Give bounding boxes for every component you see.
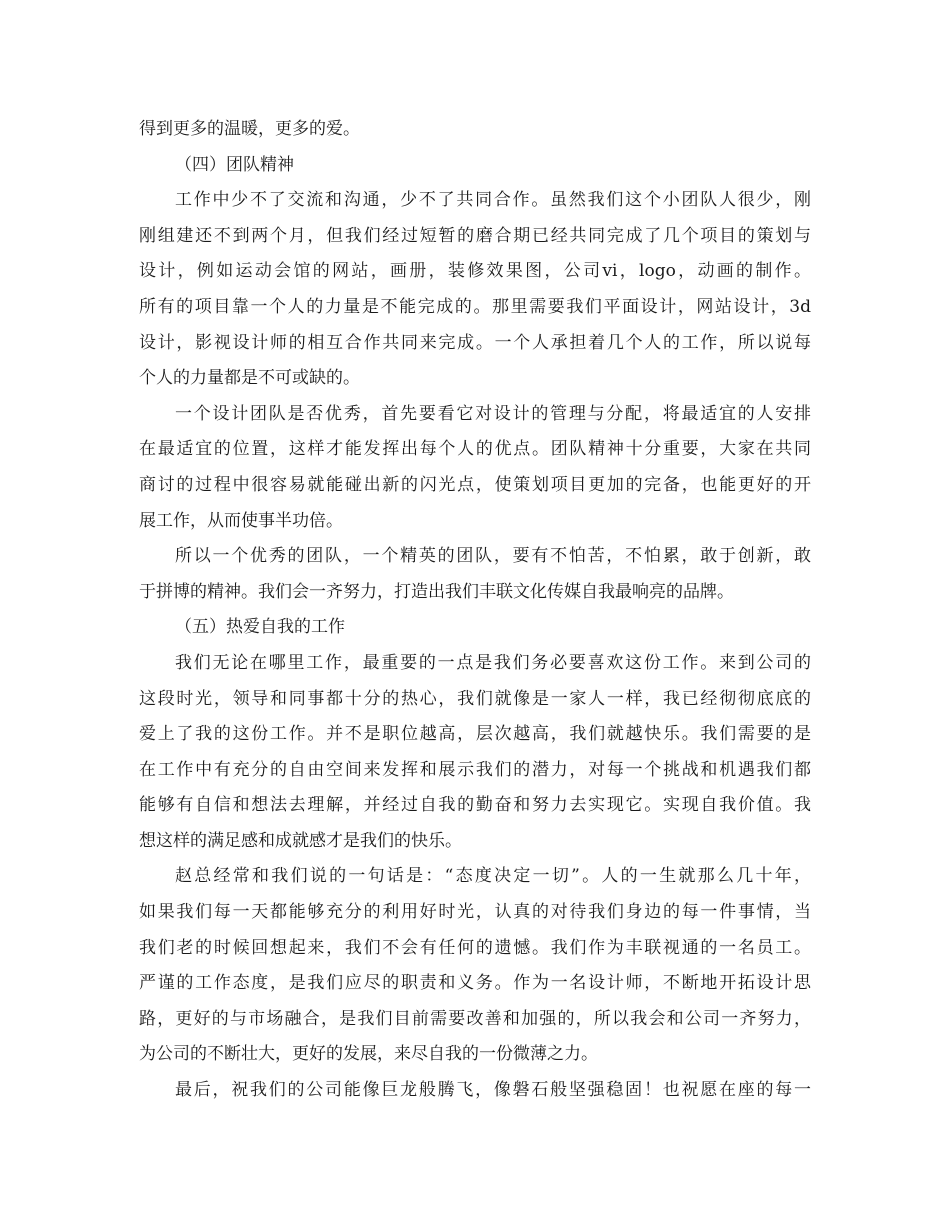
text-line: 个人的力量都是不可或缺的。: [139, 368, 360, 389]
text-line: 于拼博的精神。我们会一齐努力，打造出我们丰联文化传媒自我最响亮的品牌。: [139, 581, 734, 602]
text-line: 能够有自信和想法去理解，并经过自我的勤奋和努力去实现它。实现自我价值。我: [139, 795, 811, 816]
text-line: 得到更多的温暖，更多的爱。: [139, 119, 360, 139]
text-line: 刚组建还不到两个月，但我们经过短暂的磨合期已经共同完成了几个项目的策划与: [139, 225, 811, 246]
text-line: 在最适宜的位置，这样才能发挥出每个人的优点。团队精神十分重要，大家在共同: [139, 439, 811, 460]
text-line: 所以一个优秀的团队，一个精英的团队，要有不怕苦，不怕累，敢于创新，敢: [175, 546, 811, 567]
text-line: 严谨的工作态度，是我们应尽的职责和义务。作为一名设计师，不断地开拓设计思: [139, 973, 811, 994]
text-line: 路，更好的与市场融合，是我们目前需要改善和加强的，所以我会和公司一齐努力，: [139, 1008, 811, 1029]
section-heading: （四）团队精神: [175, 154, 294, 175]
section-heading: （五）热爱自我的工作: [175, 617, 345, 638]
text-line: 设计，影视设计师的相互合作共同来完成。一个人承担着几个人的工作，所以说每: [139, 332, 811, 353]
text-line: 在工作中有充分的自由空间来发挥和展示我们的潜力，对每一个挑战和机遇我们都: [139, 759, 811, 780]
text-line: 为公司的不断壮大，更好的发展，来尽自我的一份微薄之力。: [139, 1044, 598, 1065]
text-line: 所有的项目靠一个人的力量是不能完成的。那里需要我们平面设计，网站设计，3d: [139, 296, 811, 317]
text-line: 我们老的时候回想起来，我们不会有任何的遗憾。我们作为丰联视通的一名员工。: [139, 937, 811, 958]
text-line: 如果我们每一天都能够充分的利用好时光，认真的对待我们身边的每一件事情，当: [139, 902, 811, 923]
text-line: 赵总经常和我们说的一句话是：“态度决定一切”。人的一生就那么几十年，: [175, 866, 811, 887]
text-line: 想这样的满足感和成就感才是我们的快乐。: [139, 830, 462, 851]
text-line: 展工作，从而使事半功倍。: [139, 510, 343, 531]
text-line: 最后，祝我们的公司能像巨龙般腾飞，像磐石般坚强稳固！也祝愿在座的每一: [175, 1080, 811, 1101]
text-line: 这段时光，领导和同事都十分的热心，我们就像是一家人一样，我已经彻彻底底的: [139, 688, 811, 709]
text-line: 爱上了我的这份工作。并不是职位越高，层次越高，我们就越快乐。我们需要的是: [139, 724, 811, 745]
text-line: 一个设计团队是否优秀，首先要看它对设计的管理与分配，将最适宜的人安排: [175, 403, 811, 424]
document-body: [139, 112, 811, 1109]
text-line: 我们无论在哪里工作，最重要的一点是我们务必要喜欢这份工作。来到公司的: [175, 652, 811, 673]
text-line: 工作中少不了交流和沟通，少不了共同合作。虽然我们这个小团队人很少，刚: [175, 190, 811, 211]
text-line: 设计，例如运动会馆的网站，画册，装修效果图，公司vi，logo，动画的制作。: [139, 261, 811, 282]
text-line: 商讨的过程中很容易就能碰出新的闪光点，使策划项目更加的完备，也能更好的开: [139, 474, 811, 495]
